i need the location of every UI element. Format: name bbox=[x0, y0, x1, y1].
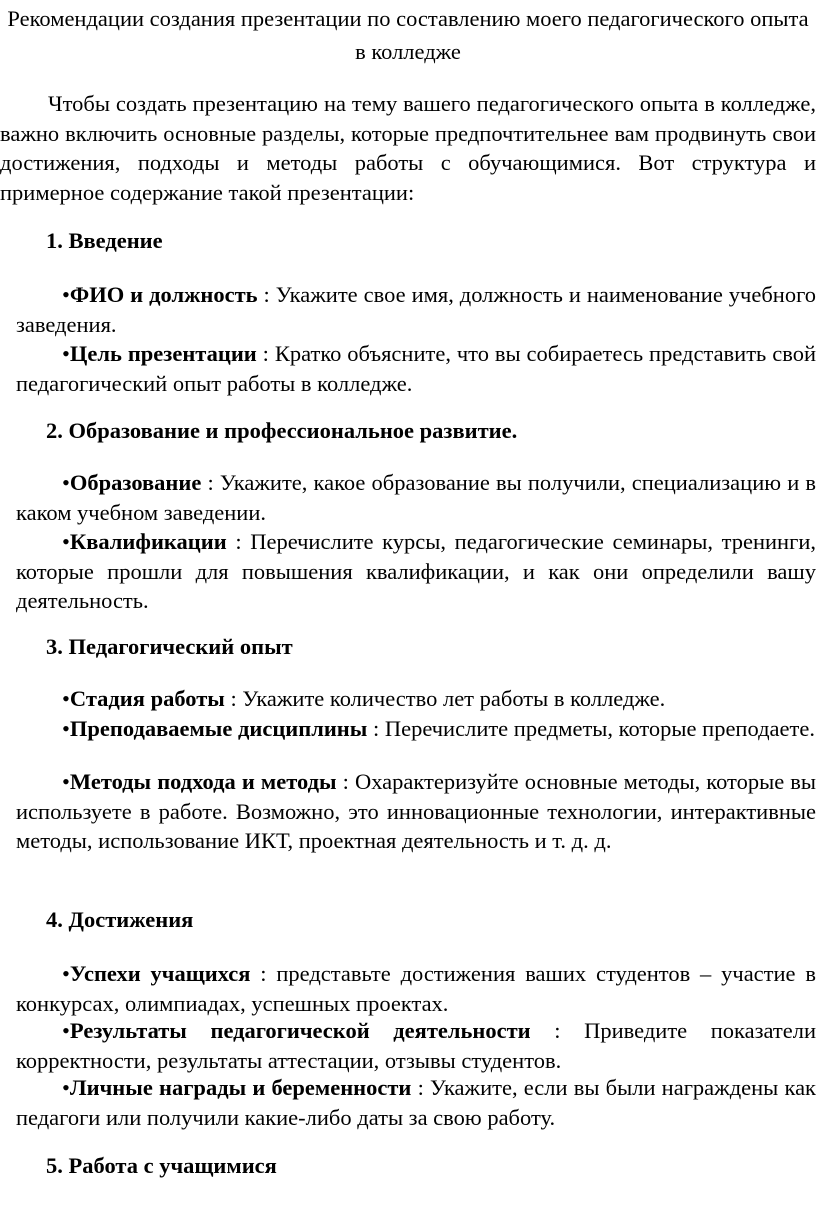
section-heading: 2. Образование и профессиональное развитие. bbox=[46, 418, 518, 443]
item-term: Цель презентации bbox=[69, 341, 257, 366]
document-title: Рекомендации создания презентации по составлению моего педагогического опыта в колледже bbox=[7, 6, 809, 64]
item-term: Квалификации bbox=[69, 529, 227, 554]
item-term: ФИО и должность bbox=[69, 282, 258, 307]
bullet-icon: • bbox=[62, 341, 70, 366]
list-item bbox=[16, 684, 816, 714]
list-item bbox=[16, 714, 816, 744]
item-text: : Укажите свое имя, должность и наименование учебного заведения. bbox=[16, 282, 816, 337]
item-text: : Охарактеризуйте основные методы, которые вы используете в работе. Возможно, это инновационные технологии, интерактивные методы, использование ИКТ, проектная деятельность и т. д. д. bbox=[16, 769, 816, 853]
bullet-icon: • bbox=[62, 961, 70, 986]
bullet-icon: • bbox=[62, 1075, 70, 1100]
item-term: Результаты педагогической деятельности bbox=[69, 1018, 531, 1043]
list-item bbox=[16, 767, 816, 856]
bullet-icon: • bbox=[62, 470, 70, 495]
list-item bbox=[16, 1016, 816, 1075]
bullet-icon: • bbox=[62, 769, 70, 794]
section-heading: 4. Достижения bbox=[46, 907, 194, 932]
list-item bbox=[16, 959, 816, 1018]
item-text: : Перечислите предметы, которые преподаете. bbox=[367, 716, 815, 741]
list-item bbox=[16, 1073, 816, 1132]
bullet-icon: • bbox=[62, 1018, 70, 1043]
bullet-icon: • bbox=[62, 716, 70, 741]
section-heading: 1. Введение bbox=[46, 228, 163, 253]
item-term: Преподаваемые дисциплины bbox=[69, 716, 368, 741]
item-text: : Кратко объясните, что вы собираетесь представить свой педагогический опыт работы в колледже. bbox=[16, 341, 816, 396]
item-text: : представьте достижения ваших студентов – участие в конкурсах, олимпиадах, успешных проектах. bbox=[16, 961, 816, 1016]
item-term: Успехи учащихся bbox=[69, 961, 251, 986]
list-item bbox=[16, 280, 816, 339]
bullet-icon: • bbox=[62, 282, 70, 307]
list-item bbox=[16, 468, 816, 527]
item-term: Методы подхода и методы bbox=[69, 769, 337, 794]
intro-paragraph: Чтобы создать презентацию на тему вашего педагогического опыта в колледже, важно включить основные разделы, которые предпочтительнее вам продвинуть свои достижения, подходы и методы работы с обучающимися. Вот структура и примерное содержание такой презентации: bbox=[0, 91, 816, 205]
item-text: : Перечислите курсы, педагогические семинары, тренинги, которые прошли для повышения квалификации, и как они определили вашу деятельность. bbox=[16, 529, 816, 613]
list-item bbox=[16, 527, 816, 616]
item-text: : Укажите, если вы были награждены как педагоги или получили какие-либо даты за свою работу. bbox=[16, 1075, 816, 1130]
bullet-icon: • bbox=[62, 529, 70, 554]
section-heading: 3. Педагогический опыт bbox=[46, 634, 293, 659]
item-term: Стадия работы bbox=[69, 686, 225, 711]
section-heading: 5. Работа с учащимися bbox=[46, 1153, 277, 1178]
item-term: Личные награды и беременности bbox=[69, 1075, 412, 1100]
item-text: : Укажите, какое образование вы получили, специализацию и в каком учебном заведении. bbox=[16, 470, 816, 525]
bullet-icon: • bbox=[62, 686, 70, 711]
list-item bbox=[16, 339, 816, 398]
item-text: : Укажите количество лет работы в колледже. bbox=[224, 686, 666, 711]
item-term: Образование bbox=[69, 470, 202, 495]
item-text: : Приведите показатели корректности, результаты аттестации, отзывы студентов. bbox=[16, 1018, 816, 1073]
